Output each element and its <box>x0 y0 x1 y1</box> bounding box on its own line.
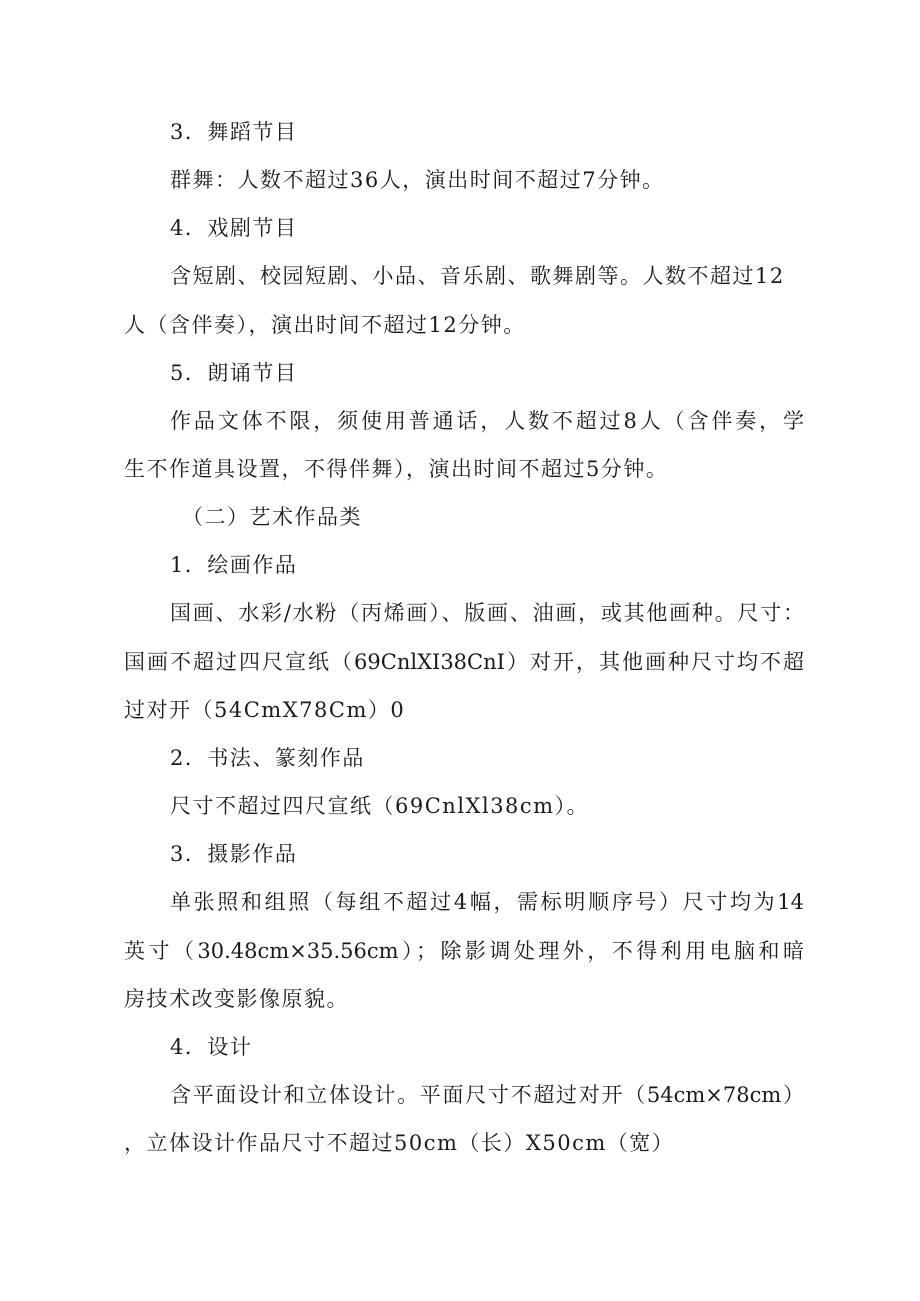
paragraph-drama-line-2: 人（含伴奏），演出时间不超过12分钟。 <box>124 313 526 337</box>
heading-photography: 3．摄影作品 <box>170 842 298 866</box>
paragraph-dance: 群舞：人数不超过36人，演出时间不超过7分钟。 <box>170 168 665 192</box>
paragraph-design-line-1: 含平面设计和立体设计。平面尺寸不超过对开（54cm×78cm） <box>170 1083 804 1107</box>
heading-recitation: 5．朗诵节目 <box>170 361 298 385</box>
paragraph-recitation-line-2: 生不作道具设置，不得伴舞），演出时间不超过5分钟。 <box>124 457 669 481</box>
paragraph-photography-line-3: 房技术改变影像原貌。 <box>124 987 349 1011</box>
paragraph-photography-line-2: 英寸（30.48cm×35.56cm）；除影调处理外，不得利用电脑和暗 <box>124 939 804 963</box>
paragraph-design-line-2: ，立体设计作品尺寸不超过50cm（长）X50cm（宽） <box>124 1131 675 1155</box>
paragraph-recitation-line-1: 作品文体不限，须使用普通话，人数不超过8人（含伴奏，学 <box>170 409 804 433</box>
paragraph-painting-line-2: 国画不超过四尺宣纸（69CnlXI38CnI）对开，其他画种尺寸均不超 <box>124 650 804 674</box>
heading-dance: 3．舞蹈节目 <box>170 120 298 144</box>
paragraph-painting-line-1: 国画、水彩/水粉（丙烯画）、版画、油画，或其他画种。尺寸： <box>170 601 804 625</box>
heading-painting: 1．绘画作品 <box>170 553 298 577</box>
paragraph-painting-line-3: 过对开（54CmX78Cm）0 <box>124 698 406 722</box>
heading-drama: 4．戏剧节目 <box>170 216 298 240</box>
paragraph-calligraphy: 尺寸不超过四尺宣纸（69CnlXl38cm）。 <box>170 794 590 818</box>
heading-design: 4．设计 <box>170 1035 253 1059</box>
heading-calligraphy: 2．书法、篆刻作品 <box>170 746 365 770</box>
paragraph-photography-line-1: 单张照和组照（每组不超过4幅，需标明顺序号）尺寸均为14 <box>170 890 804 914</box>
section-heading-artworks: （二）艺术作品类 <box>182 505 362 529</box>
paragraph-drama-line-1: 含短剧、校园短剧、小品、音乐剧、歌舞剧等。人数不超过12 <box>170 264 785 288</box>
